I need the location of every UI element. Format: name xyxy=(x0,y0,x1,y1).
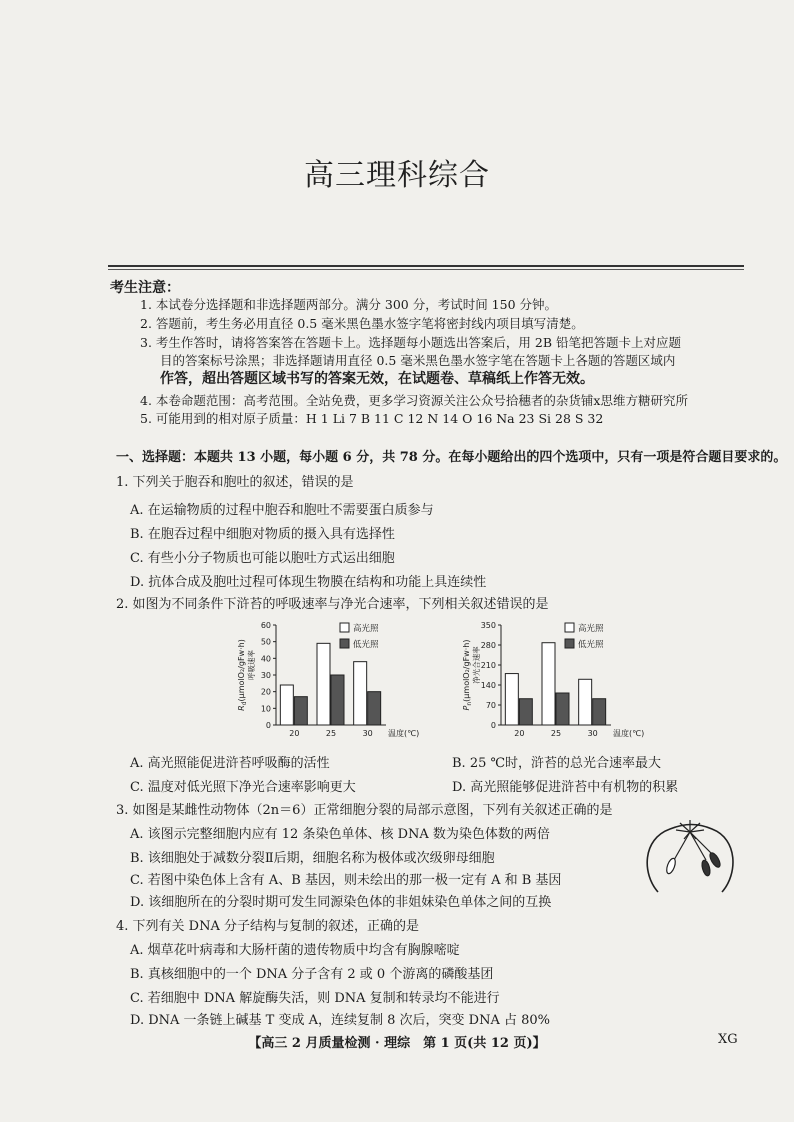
question-3-option-a: A. 该图示完整细胞内应有 12 条染色单体、核 DNA 数为染色体数的两倍 xyxy=(130,827,550,842)
y-tick-label: 70 xyxy=(485,701,496,710)
x-tick-label: 20 xyxy=(514,729,525,738)
y-tick-label: 40 xyxy=(260,654,271,664)
bar-高光照-30 xyxy=(579,679,592,725)
y-tick-label: 280 xyxy=(480,641,496,650)
question-1-stem: 1. 下列关于胞吞和胞吐的叙述，错误的是 xyxy=(116,475,354,490)
x-tick-label: 30 xyxy=(362,729,373,738)
y-axis-label: $P_n(\mu molO_2/gFw\cdot h)$ xyxy=(462,639,473,711)
y-axis-label: $R_d(\mu molO_2/gFw\cdot h)$ xyxy=(237,639,248,711)
question-3-option-b: B. 该细胞处于减数分裂Ⅱ后期，细胞名称为极体或次级卵母细胞 xyxy=(130,851,495,866)
legend-label: 低光照 xyxy=(578,640,604,650)
x-tick-label: 20 xyxy=(289,729,300,738)
notice-item-2: 2. 答题前，考生务必用直径 0.5 毫米黑色墨水签字笔将密封线内项目填写清楚。 xyxy=(140,316,584,331)
page-title: 高三理科综合 xyxy=(304,158,490,193)
legend-label: 高光照 xyxy=(353,624,379,634)
section-heading: 一、选择题：本题共 13 小题，每小题 6 分，共 78 分。在每小题给出的四个选项中，只有一项是符合题目要求的。 xyxy=(116,450,787,465)
question-2-option-c: C. 温度对低光照下净光合速率影响更大 xyxy=(130,780,356,795)
y-tick-label: 50 xyxy=(260,637,271,647)
respiration-rate-chart xyxy=(230,615,440,745)
bar-高光照-25 xyxy=(542,643,555,725)
bar-低光照-30 xyxy=(368,692,381,725)
footer-code: XG xyxy=(718,1032,738,1047)
bar-低光照-30 xyxy=(593,699,606,725)
legend-swatch xyxy=(340,623,349,632)
question-3-option-c: C. 若图中染色体上含有 A、B 基因，则未绘出的那一极一定有 A 和 B 基因 xyxy=(130,873,562,888)
x-axis-label: 温度(℃) xyxy=(388,729,420,738)
notice-item-3-cont: 目的答案标号涂黑；非选择题请用直径 0.5 毫米黑色墨水签字笔在答题卡上各题的答题区域内 xyxy=(160,353,676,368)
net-photosynthesis-chart xyxy=(455,615,665,745)
bar-高光照-25 xyxy=(317,643,330,725)
notice-item-5: 5. 可能用到的相对原子质量：H 1 Li 7 B 11 C 12 N 14 O 16 Na 23 Si 28 S 32 xyxy=(140,411,604,426)
x-tick-label: 25 xyxy=(550,729,562,738)
question-3-option-d: D. 该细胞所在的分裂时期可发生同源染色体的非姐妹染色单体之间的互换 xyxy=(130,895,552,910)
y-tick-label: 350 xyxy=(480,621,496,630)
bar-高光照-20 xyxy=(505,674,518,725)
y-tick-label: 10 xyxy=(260,704,271,714)
notice-item-3: 3. 考生作答时，请将答案答在答题卡上。选择题每小题选出答案后，用 2B 铅笔把答题卡上对应题 xyxy=(140,335,681,350)
notice-item-4: 4. 本卷命题范围：高考范围。全站免费，更多学习资源关注公众号拾穗者的杂货铺x思维方糖研究所 xyxy=(140,393,688,408)
question-2-option-b: B. 25 ℃时，浒苔的总光合速率最大 xyxy=(452,756,662,771)
question-1-option-a: A. 在运输物质的过程中胞吞和胞吐不需要蛋白质参与 xyxy=(130,503,434,518)
legend-swatch xyxy=(565,623,574,632)
notice-item-1: 1. 本试卷分选择题和非选择题两部分。满分 300 分，考试时间 150 分钟。 xyxy=(140,297,558,312)
page-footer: 【高三 2 月质量检测 · 理综 第 1 页(共 12 页)】 xyxy=(248,1036,546,1051)
bar-高光照-20 xyxy=(280,685,293,725)
question-1-option-b: B. 在胞吞过程中细胞对物质的摄入具有选择性 xyxy=(130,527,395,542)
legend-swatch xyxy=(340,639,349,648)
y-tick-label: 60 xyxy=(260,621,271,630)
cell-membrane xyxy=(647,825,733,893)
y-tick-label: 140 xyxy=(480,681,496,690)
question-3-stem: 3. 如图是某雌性动物体（2n＝6）正常细胞分裂的局部示意图，下列有关叙述正确的是 xyxy=(116,803,613,818)
y-tick-label: 0 xyxy=(265,721,271,730)
question-1-option-d: D. 抗体合成及胞吐过程可体现生物膜在结构和功能上具连续性 xyxy=(130,575,487,590)
bar-低光照-25 xyxy=(331,675,344,725)
y-tick-label: 210 xyxy=(480,661,496,670)
x-tick-label: 30 xyxy=(587,729,598,738)
question-4-stem: 4. 下列有关 DNA 分子结构与复制的叙述，正确的是 xyxy=(116,919,419,934)
cell-division-diagram xyxy=(640,814,740,894)
legend-label: 高光照 xyxy=(578,624,604,634)
x-axis-label: 温度(℃) xyxy=(613,729,645,738)
bar-高光照-30 xyxy=(354,662,367,725)
header-rule xyxy=(108,265,744,267)
y-axis-title: 呼吸速率 xyxy=(247,650,256,680)
question-1-option-c: C. 有些小分子物质也可能以胞吐方式运出细胞 xyxy=(130,551,395,566)
notice-heading: 考生注意： xyxy=(110,280,180,296)
header-rule-thin xyxy=(108,269,744,270)
bar-低光照-20 xyxy=(294,697,307,725)
question-4-option-d: D. DNA 一条链上碱基 T 变成 A，连续复制 8 次后，突变 DNA 占 80% xyxy=(130,1013,551,1028)
question-2-option-a: A. 高光照能促进浒苔呼吸酶的活性 xyxy=(130,756,330,771)
question-4-option-a: A. 烟草花叶病毒和大肠杆菌的遗传物质中均含有胸腺嘧啶 xyxy=(130,943,460,958)
y-tick-label: 20 xyxy=(260,687,271,697)
x-tick-label: 25 xyxy=(325,729,337,738)
chromosomes xyxy=(665,832,722,877)
question-2-stem: 2. 如图为不同条件下浒苔的呼吸速率与净光合速率，下列相关叙述错误的是 xyxy=(116,597,549,612)
notice-item-3-bold: 作答，超出答题区域书写的答案无效，在试题卷、草稿纸上作答无效。 xyxy=(160,371,594,387)
legend-label: 低光照 xyxy=(353,640,379,650)
question-4-option-c: C. 若细胞中 DNA 解旋酶失活，则 DNA 复制和转录均不能进行 xyxy=(130,991,500,1006)
spindle-pole xyxy=(676,820,704,839)
question-2-option-d: D. 高光照能够促进浒苔中有机物的积累 xyxy=(452,780,679,795)
y-axis-title: 净光合速率 xyxy=(472,646,481,684)
y-tick-label: 0 xyxy=(490,721,496,730)
question-4-option-b: B. 真核细胞中的一个 DNA 分子含有 2 或 0 个游离的磷酸基团 xyxy=(130,967,494,982)
bar-低光照-25 xyxy=(556,693,569,725)
y-tick-label: 30 xyxy=(260,671,271,680)
bar-低光照-20 xyxy=(519,699,532,725)
legend-swatch xyxy=(565,639,574,648)
